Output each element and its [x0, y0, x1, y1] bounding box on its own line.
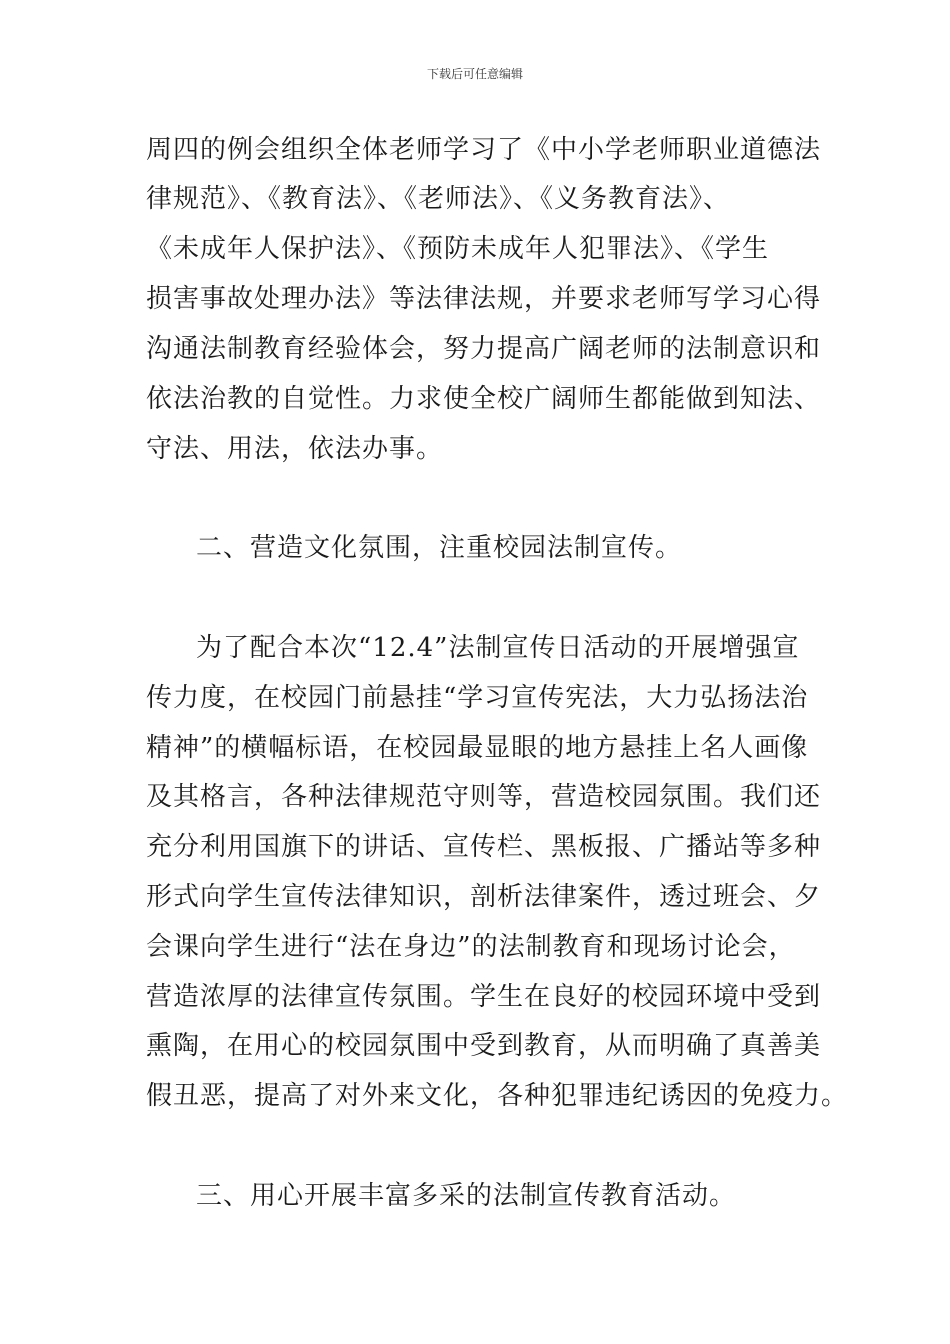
paragraph-line: 及其格言，各种法律规范守则等，营造校园氛围。我们还: [146, 782, 822, 812]
paragraph-line: 依法治教的自觉性。力求使全校广阔师生都能做到知法、: [146, 384, 822, 414]
paragraph-line: 精神”的横幅标语，在校园最显眼的地方悬挂上名人画像: [146, 733, 809, 763]
paragraph-line: 营造浓厚的法律宣传氛围。学生在良好的校园环境中受到: [146, 982, 822, 1012]
paragraph-line: 损害事故处理办法》等法律法规，并要求老师写学习心得: [146, 284, 822, 314]
paragraph-line: 《未成年人保护法》、《预防未成年人犯罪法》、《学生: [146, 234, 770, 264]
paragraph-line: 沟通法制教育经验体会，努力提高广阔老师的法制意识和: [146, 334, 822, 364]
paragraph-line: 充分利用国旗下的讲话、宣传栏、黑板报、广播站等多种: [146, 832, 822, 862]
paragraph-line: 周四的例会组织全体老师学习了《中小学老师职业道德法: [146, 135, 822, 165]
page-header: 下载后可任意编辑: [426, 67, 523, 81]
paragraph-line: 会课向学生进行“法在身边”的法制教育和现场讨论会，: [146, 932, 796, 962]
paragraph-line: 熏陶，在用心的校园氛围中受到教育，从而明确了真善美: [146, 1031, 822, 1061]
paragraph-line: 律规范》、《教育法》、《老师法》、《义务教育法》、: [146, 184, 731, 214]
paragraph-line: 形式向学生宣传法律知识，剖析法律案件，透过班会、夕: [146, 882, 822, 912]
paragraph-line: 假丑恶，提高了对外来文化，各种犯罪违纪诱因的免疫力。: [146, 1081, 849, 1111]
paragraph-line: 为了配合本次“12.4”法制宣传日活动的开展增强宣: [196, 633, 800, 663]
section-heading: 三、用心开展丰富多采的法制宣传教育活动。: [196, 1181, 737, 1211]
paragraph-line: 守法、用法，依法办事。: [146, 434, 444, 464]
section-heading: 二、营造文化氛围，注重校园法制宣传。: [196, 533, 683, 563]
paragraph-line: 传力度，在校园门前悬挂“学习宣传宪法，大力弘扬法治: [146, 683, 809, 713]
